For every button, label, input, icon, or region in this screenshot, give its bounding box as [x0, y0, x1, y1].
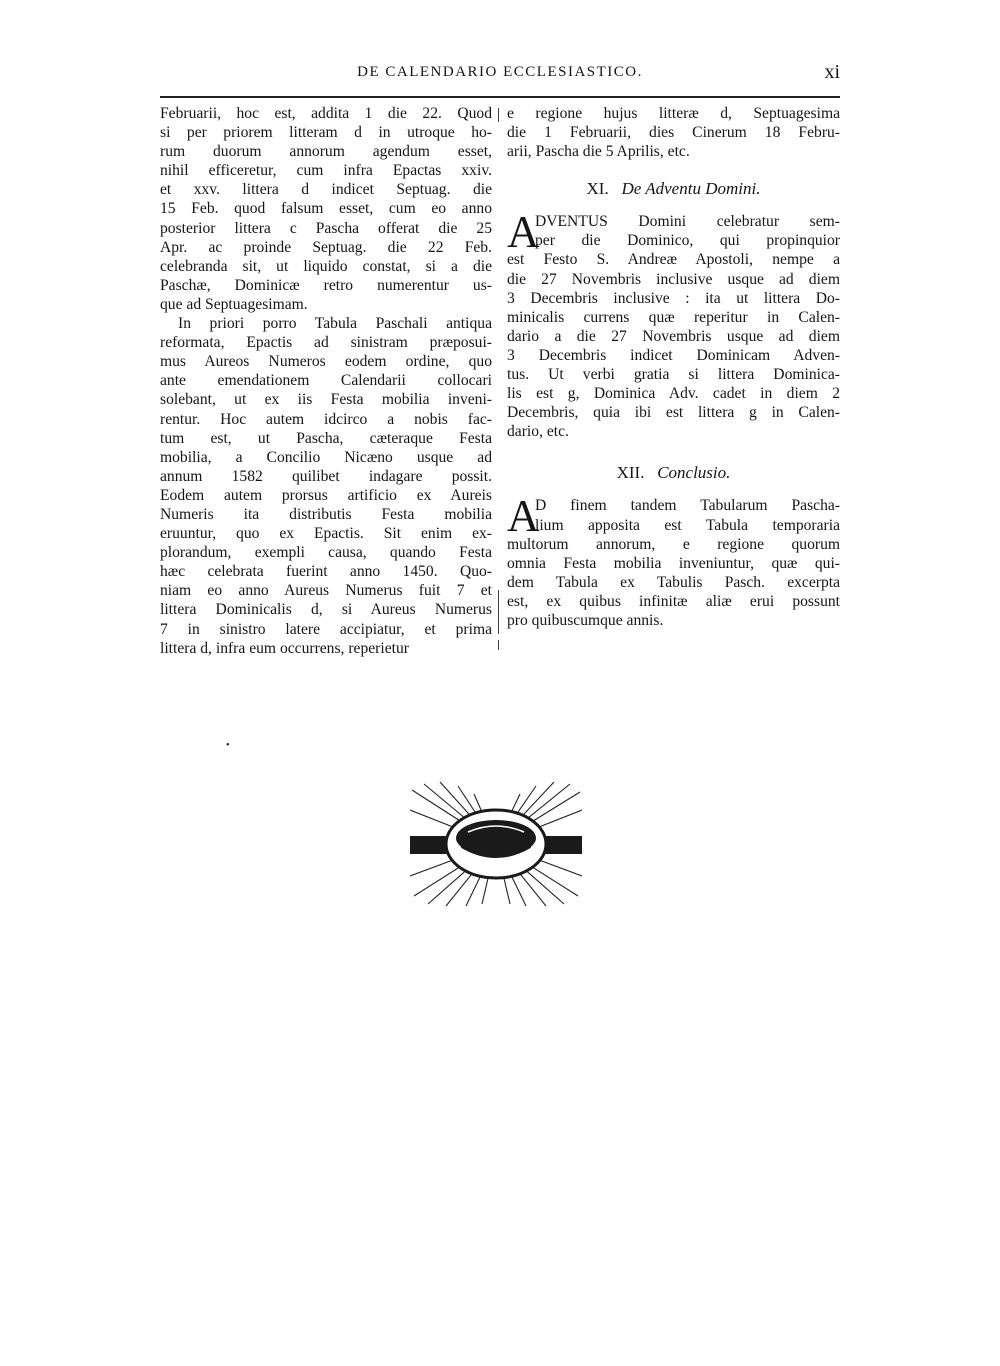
- section-number: XII.: [616, 463, 645, 483]
- text-line: pro quibuscumque annis.: [507, 611, 664, 629]
- section-xii-body: [507, 491, 840, 630]
- text-line: DVENTUS Domini celebratur sem-: [535, 213, 840, 231]
- text-line: plorandum, exempli causa, quando Festa: [160, 544, 492, 562]
- text-line: lium apposita est Tabula temporaria: [535, 516, 840, 534]
- text-line: e regione hujus litteræ d, Septuagesima: [507, 105, 840, 122]
- header-rule: [160, 96, 840, 98]
- running-title: DE CALENDARIO ECCLESIASTICO.: [357, 64, 643, 80]
- text-line: 3 Decembris indicet Dominicam Adven-: [507, 346, 840, 364]
- drop-cap: A: [507, 207, 540, 258]
- drop-cap: A: [507, 491, 540, 542]
- text-line: lis est g, Dominica Adv. cadet in diem 2: [507, 385, 840, 403]
- text-line: tum est, ut Pascha, cæteraque Festa: [160, 429, 492, 447]
- text-line: littera Dominicalis d, si Aureus Numerus: [160, 601, 492, 619]
- text-line: Eodem autem prorsus artificio ex Aureis: [160, 486, 492, 504]
- text-line: dario a die 27 Novembris usque ad diem: [507, 327, 840, 345]
- left-column: [160, 104, 492, 658]
- text-line: mobilia, a Concilio Nicæno usque ad: [160, 448, 492, 466]
- text-line: que ad Septuagesimam.: [160, 295, 308, 313]
- text-line: 3 Decembris inclusive : ita ut littera Do-: [507, 289, 840, 307]
- text-line: est, ex quibus infinitæ aliæ erui possunt: [507, 592, 840, 610]
- stray-mark: •: [226, 740, 230, 751]
- text-line: eruuntur, quo ex Epactis. Sit enim ex-: [160, 525, 492, 543]
- column-divider: [498, 108, 499, 122]
- text-line: per die Dominico, qui propinquior: [535, 232, 840, 250]
- text-line: dem Tabula ex Tabulis Pasch. excerpta: [507, 573, 840, 591]
- text-line: omnia Festa mobilia inveniuntur, quæ qui-: [507, 554, 840, 572]
- page-number: xi: [824, 61, 840, 83]
- text-line: littera d, infra eum occurrens, reperietur: [160, 639, 409, 657]
- text-line: tus. Ut verbi gratia si littera Dominica-: [507, 366, 840, 384]
- section-title: Conclusio.: [657, 463, 731, 483]
- text-line: multorum annorum, e regione quorum: [507, 535, 840, 553]
- text-line: rum duorum annorum agendum esset,: [160, 143, 492, 161]
- section-heading-xii: [507, 463, 840, 482]
- text-line: reformata, Epactis ad sinistram præposui-: [160, 334, 492, 352]
- section-xi-body: [507, 207, 840, 441]
- text-line: D finem tandem Tabularum Pascha-: [535, 497, 840, 515]
- tailpiece-ornament: [410, 780, 582, 908]
- section-heading-xi: [507, 179, 840, 198]
- intro-paragraph: [507, 104, 840, 161]
- text-line: et xxv. littera d indicet Septuag. die: [160, 181, 492, 199]
- text-line: niam eo anno Aureus Numerus fuit 7 et: [160, 582, 492, 600]
- text-line: minicalis currens quæ reperitur in Calen-: [507, 308, 840, 326]
- text-line: annum 1582 quilibet indagare possit.: [160, 467, 492, 485]
- section-number: XI.: [586, 179, 609, 199]
- text-line: 15 Feb. quod falsum esset, cum eo anno: [160, 200, 492, 218]
- text-line: ante emendationem Calendarii collocari: [160, 372, 492, 390]
- right-column: [507, 104, 840, 630]
- text-line: die 1 Februarii, dies Cinerum 18 Febru-: [507, 124, 840, 142]
- section-title: De Adventu Domini.: [621, 179, 761, 199]
- text-line: si per priorem litteram d in utroque ho-: [160, 124, 492, 142]
- text-line: nihil efficeretur, cum infra Epactas xxiv.: [160, 162, 492, 180]
- text-line: celebranda sit, ut liquido constat, si a die: [160, 257, 492, 275]
- text-line: Decembris, quia ibi est littera g in Calen-: [507, 404, 840, 422]
- text-line: 7 in sinistro latere accipiatur, et prima: [160, 620, 492, 638]
- text-line: In priori porro Tabula Paschali antiqua: [178, 315, 492, 333]
- text-line: mus Aureos Numeros eodem ordine, quo: [160, 353, 492, 371]
- text-line: Paschæ, Dominicæ retro numerentur us-: [160, 276, 492, 294]
- text-line: solebant, ut ex iis Festa mobilia inveni-: [160, 391, 492, 409]
- text-line: arii, Pascha die 5 Aprilis, etc.: [507, 143, 690, 161]
- text-line: posterior littera c Pascha offerat die 25: [160, 219, 492, 237]
- text-line: rentur. Hoc autem idcirco a nobis fac-: [160, 410, 492, 428]
- text-line: hæc celebrata fuerint anno 1450. Quo-: [160, 563, 492, 581]
- text-line: Numeris ita distributis Festa mobilia: [160, 505, 492, 523]
- column-divider: [498, 640, 499, 650]
- text-line: est Festo S. Andreæ Apostoli, nempe a: [507, 251, 840, 269]
- text-line: Apr. ac proinde Septuag. die 22 Feb.: [160, 238, 492, 256]
- text-line: dario, etc.: [507, 423, 569, 441]
- page-header: [160, 61, 840, 90]
- text-line: die 27 Novembris inclusive usque ad diem: [507, 270, 840, 288]
- text-line: Februarii, hoc est, addita 1 die 22. Quod: [160, 105, 492, 122]
- column-divider: [498, 590, 499, 634]
